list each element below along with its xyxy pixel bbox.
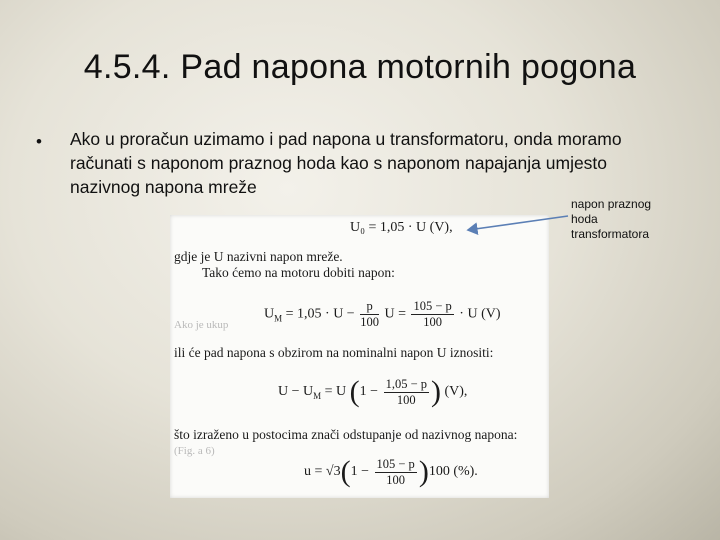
- annotation-line-1: napon praznog: [571, 197, 652, 211]
- equation-no-load-voltage: U₀ = 1,05 · U (V),: [350, 220, 453, 235]
- equation-percent-deviation: u = √3(1 − $\frac{105 - p}{100}$ )100 (%).: [304, 455, 478, 488]
- scan-text-line-3: ili će pad napona s obzirom na nominalni napon U iznositi:: [174, 345, 494, 360]
- annotation-line-3: transformatora: [571, 227, 650, 241]
- scan-text-line-4: što izraženo u postocima znači odstupanje od nazivnog napona:: [174, 427, 518, 442]
- bullet-text: Ako u proračun uzimamo i pad napona u transformatoru, onda moramo računati s naponom praznog hoda kao s naponom napajanja umjesto nazivnog napona mreže: [70, 129, 622, 197]
- slide-title: 4.5.4. Pad napona motornih pogona: [83, 48, 637, 86]
- scan-faint-text: Ako je ukup: [174, 319, 229, 331]
- scan-text-line-2: Tako ćemo na motoru dobiti napon:: [202, 265, 395, 280]
- bullet-marker: •: [36, 132, 42, 151]
- annotation-label: [571, 197, 651, 242]
- equation-voltage-drop: $U - U_M = U$ (1 − $\frac{1,05 - p}{100}$ ) (V),: [278, 375, 468, 408]
- equation-motor-voltage: $U_M = 1,05 \cdot U$ − $\frac{p}{100}$ U = $\frac{105 - p}{100}$ · U (V): [264, 299, 501, 329]
- scan-faint-text-2: (Fig. a 6): [174, 445, 215, 457]
- scanned-formula-image: [170, 215, 549, 498]
- scan-text-line-1: gdje je U nazivni napon mreže.: [174, 249, 343, 264]
- annotation-line-2: hoda: [571, 212, 598, 226]
